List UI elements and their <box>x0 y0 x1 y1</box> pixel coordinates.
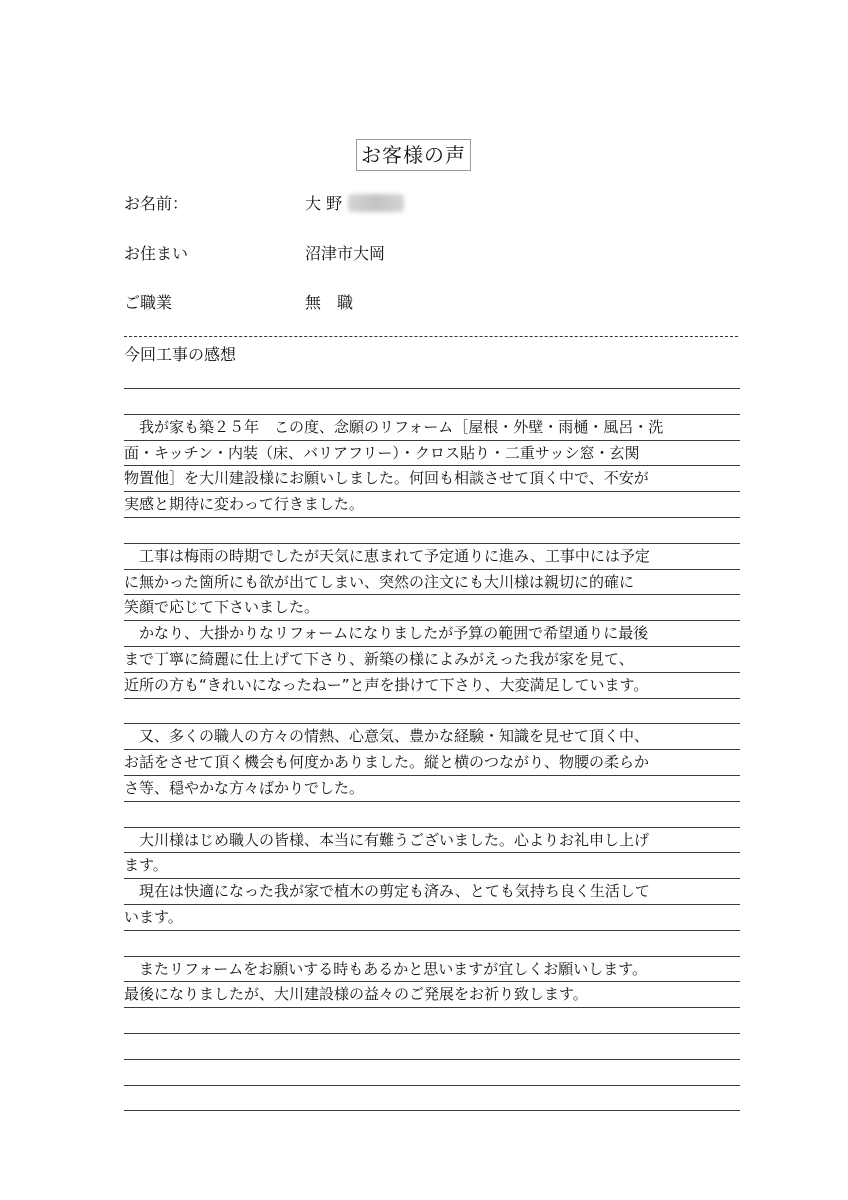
text-line: 最後になりましたが、大川建設様の益々のご発展をお祈り致します。 <box>124 985 588 1003</box>
ruled-line <box>124 414 740 415</box>
ruled-line <box>124 440 740 441</box>
ruled-line <box>124 723 740 724</box>
text-line: 近所の方も“きれいになったねー”と声を掛けて下さり、大変満足しています。 <box>124 676 649 694</box>
ruled-line <box>124 543 740 544</box>
ruled-line <box>124 981 740 982</box>
ruled-line <box>124 1059 740 1060</box>
text-line <box>124 933 744 953</box>
name-text: 大 野 <box>305 194 343 213</box>
ruled-line <box>124 1007 740 1008</box>
text-line <box>124 1036 744 1056</box>
ruled-line <box>124 1110 740 1111</box>
ruled-line <box>124 672 740 673</box>
text-line: 笑顔で応じて下さいました。 <box>124 598 320 616</box>
ruled-line <box>124 904 740 905</box>
ruled-line <box>124 827 740 828</box>
text-line: さ等、穏やかな方々ばかりでした。 <box>124 779 365 797</box>
text-line: 工事は梅雨の時期でしたが天気に恵まれて予定通りに進み、工事中には予定 <box>124 547 650 565</box>
text-line: 実感と期待に変わって行きました。 <box>124 495 364 513</box>
text-line: 物置他］を大川建設様にお願いしました。何回も相談させて頂く中で、不安が <box>124 469 649 487</box>
text-line: ます。 <box>124 856 168 874</box>
text-line: まで丁寧に綺麗に仕上げて下さり、新築の様によみがえった我が家を見て、 <box>124 650 634 668</box>
page-title: お客様の声 <box>356 139 471 171</box>
ruled-line <box>124 749 740 750</box>
text-line <box>124 1088 744 1108</box>
ruled-line <box>124 956 740 957</box>
text-line: かなり、大掛かりなリフォームになりましたが予算の範囲で希望通りに最後 <box>124 624 649 642</box>
name-label: お名前： <box>124 194 189 213</box>
ruled-line <box>124 620 740 621</box>
name-value <box>305 194 404 214</box>
ruled-line <box>124 801 740 802</box>
ruled-line <box>124 517 740 518</box>
ruled-line <box>124 646 740 647</box>
ruled-line <box>124 569 740 570</box>
ruled-line <box>124 594 740 595</box>
ruled-line <box>124 1033 740 1034</box>
ruled-line <box>124 775 740 776</box>
text-line: 現在は快適になった我が家で植木の剪定も済み、とても気持ち良く生活して <box>124 882 650 900</box>
text-line: またリフォームをお願いする時もあるかと思いますが宜しくお願いします。 <box>124 960 648 978</box>
ruled-line <box>124 388 740 389</box>
address-value: 沼津市大岡 <box>305 244 386 263</box>
address-label: お住まい <box>124 244 189 263</box>
text-line: 面・キッチン・内装（床、バリアフリー）・クロス貼り・二重サッシ窓・玄関 <box>124 444 640 462</box>
ruled-line <box>124 698 740 699</box>
text-line: 我が家も築２５年 この度、念願のリフォーム［屋根・外壁・雨樋・風呂・洗 <box>124 418 664 436</box>
ruled-line <box>124 491 740 492</box>
section-heading: 今回工事の感想 <box>124 345 237 364</box>
text-line <box>124 520 744 540</box>
ruled-line <box>124 878 740 879</box>
redacted-name-blur <box>348 194 404 212</box>
ruled-line <box>124 852 740 853</box>
text-line: に無かった箇所にも欲が出てしまい、突然の注文にも大川様は親切に的確に <box>124 573 635 591</box>
occupation-label: ご職業 <box>124 293 173 312</box>
text-line: お話をさせて頂く機会も何度かありました。縦と横のつながり、物腰の柔らか <box>124 753 650 771</box>
ruled-line <box>124 465 740 466</box>
text-line <box>124 391 744 411</box>
ruled-line <box>124 930 740 931</box>
occupation-value: 無 職 <box>305 293 354 312</box>
text-line <box>124 804 744 824</box>
text-line: 又、多くの職人の方々の情熱、心意気、豊かな経験・知識を見せて頂く中、 <box>124 727 650 745</box>
ruled-line <box>124 1085 740 1086</box>
dashed-divider <box>124 336 738 337</box>
text-line <box>124 1062 744 1082</box>
text-line <box>124 701 744 721</box>
text-line: います。 <box>124 908 183 926</box>
text-line: 大川様はじめ職人の皆様、本当に有難うございました。心よりお礼申し上げ <box>124 831 650 849</box>
text-line <box>124 1010 744 1030</box>
